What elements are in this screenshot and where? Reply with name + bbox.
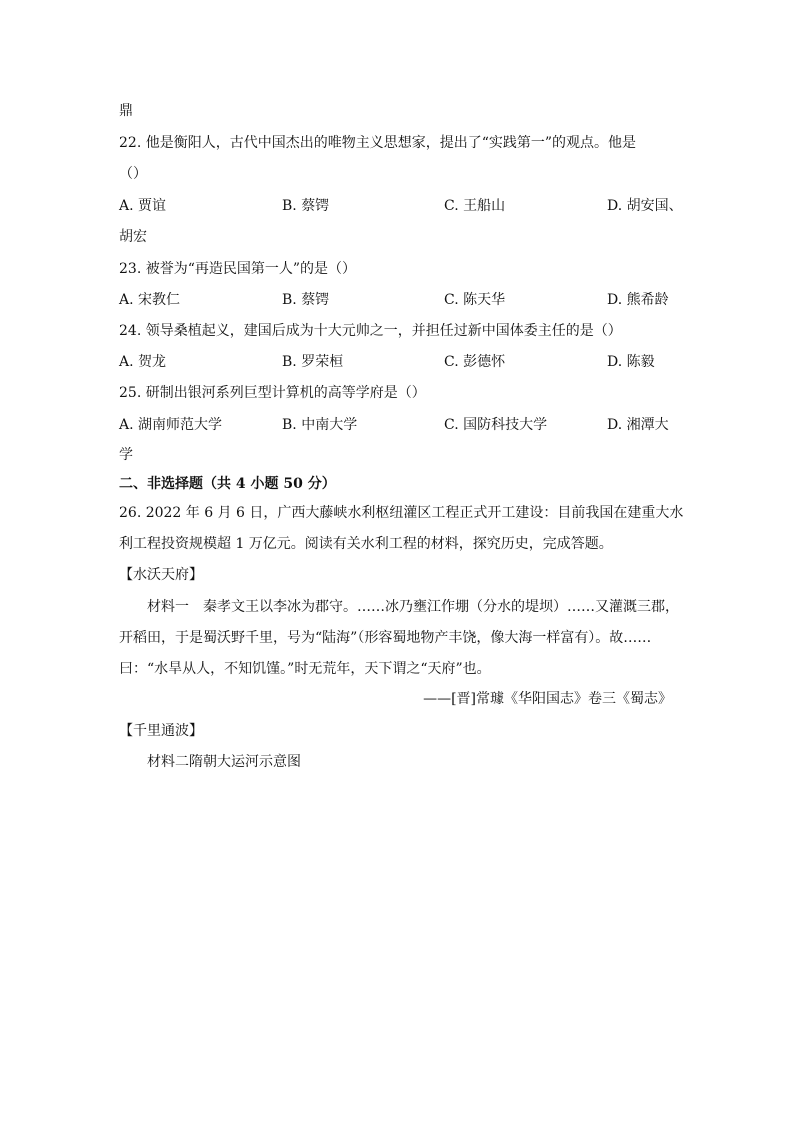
q23-option-b: B. 蔡锷 <box>282 292 330 308</box>
q25-option-b: B. 中南大学 <box>282 417 358 433</box>
q25-option-c: C. 国防科技大学 <box>444 417 548 433</box>
section-heading: 二、非选择题（共 4 小题 50 分） <box>119 476 336 492</box>
material-1-line2: 开稻田，于是蜀沃野千里，号为“陆海”（形容蜀地物产丰饶，像大海一样富有）。故…… <box>119 630 652 646</box>
q23-option-d: D. 熊希龄 <box>607 292 669 308</box>
q25-option-a: A. 湖南师范大学 <box>119 417 223 433</box>
question-24: 24. 领导桑植起义，建国后成为十大元帅之一，并担任过新中国体委主任的是（） <box>119 323 622 339</box>
q23-option-c: C. 陈天华 <box>444 292 506 308</box>
q24-option-a: A. 贺龙 <box>119 354 167 370</box>
material-2-caption: 材料二隋朝大运河示意图 <box>147 754 301 770</box>
question-25: 25. 研制出银河系列巨型计算机的高等学府是（） <box>119 385 426 401</box>
q24-option-b: B. 罗荣桓 <box>282 354 344 370</box>
q25-option-d-tail: 学 <box>119 447 133 463</box>
q22-option-a: A. 贾谊 <box>119 198 167 214</box>
material-heading-2: 【千里通波】 <box>119 723 203 739</box>
q24-option-c: C. 彭德怀 <box>444 354 506 370</box>
text-line: 鼎 <box>119 103 133 119</box>
question-22-paren: （） <box>119 166 147 182</box>
question-26-line1: 26. 2022 年 6 月 6 日，广西大藤峡水利枢纽灌区工程正式开工建设：目前我国在建重大水 <box>119 505 684 521</box>
material-heading-1: 【水沃天府】 <box>119 567 203 583</box>
material-1-source: ——[晋]常璩《华阳国志》卷三《蜀志》 <box>423 691 672 707</box>
question-26-line2: 利工程投资规模超 1 万亿元。阅读有关水利工程的材料，探究历史，完成答题。 <box>119 536 613 552</box>
q22-option-b: B. 蔡锷 <box>282 198 330 214</box>
question-23: 23. 被誉为“再造民国第一人”的是（） <box>119 261 357 277</box>
q22-option-d: D. 胡安国、 <box>607 198 683 214</box>
q24-option-d: D. 陈毅 <box>607 354 655 370</box>
q25-option-d: D. 湘潭大 <box>607 417 669 433</box>
q22-option-c: C. 王船山 <box>444 198 506 214</box>
material-1-line3: 曰：“水旱从人，不知饥馑。”时无荒年，天下谓之“天府”也。 <box>119 661 491 677</box>
q22-option-d-tail: 胡宏 <box>119 229 147 245</box>
material-1-line1: 材料一 秦孝文王以李冰为郡守。……冰乃壅江作堋（分水的堤坝）……又灌溉三郡， <box>147 599 679 615</box>
q23-option-a: A. 宋教仁 <box>119 292 181 308</box>
question-22: 22. 他是衡阳人，古代中国杰出的唯物主义思想家，提出了“实践第一”的观点。他是 <box>119 135 637 151</box>
